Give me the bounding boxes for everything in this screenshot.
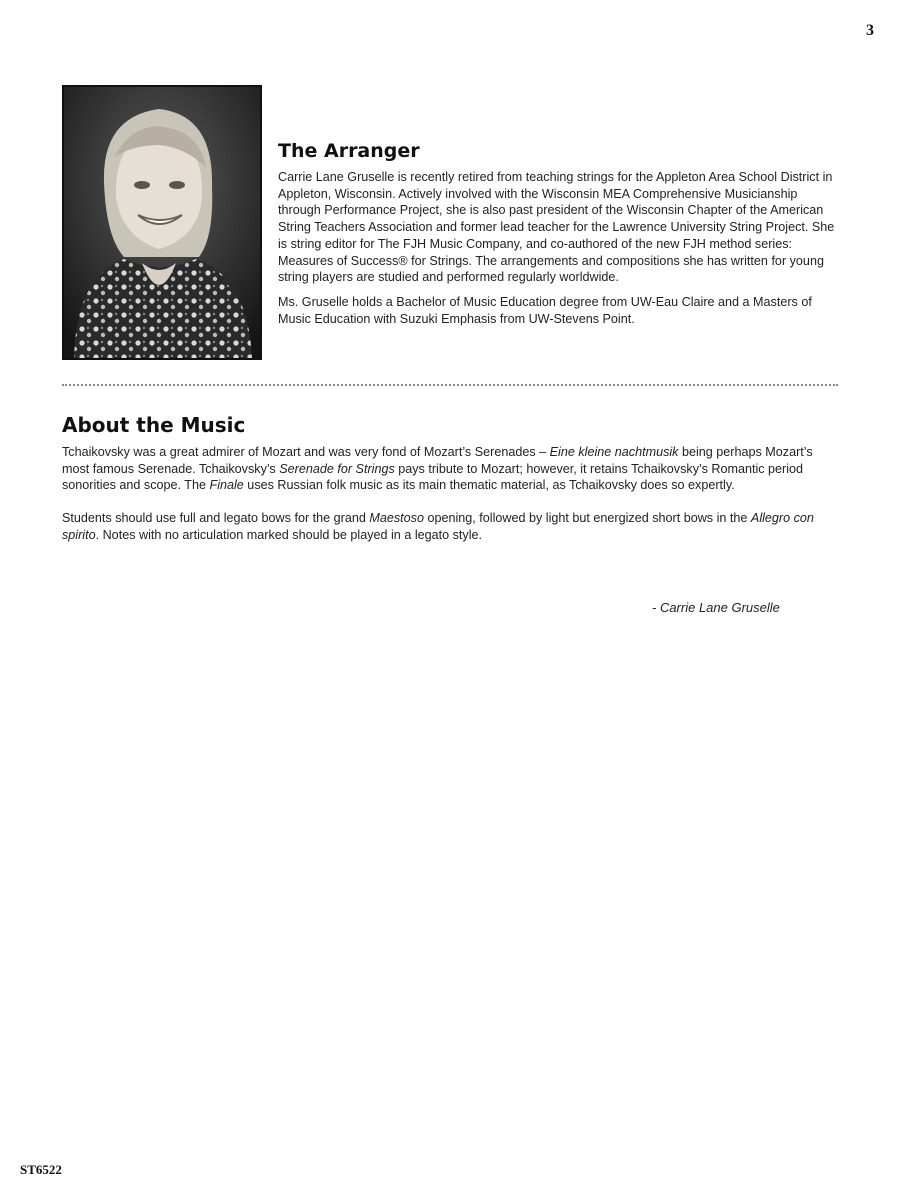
arranger-section: [278, 140, 843, 327]
dotted-divider: [62, 384, 838, 386]
about-music-paragraph-2: Students should use full and legato bows for the grand Maestoso opening, followed by light but energized short bows in the Allegro con spirito. Notes with no articulation marked should be played in a legato style.: [62, 511, 814, 542]
arranger-bio-paragraph: Carrie Lane Gruselle is recently retired from teaching strings for the Appleton Area School District in Appleton, Wisconsin. Actively involved with the Wisconsin MEA Comprehensive Musicianship through Performance Project, she is also past president of the Wisconsin Chapter of the American String Teachers Association and former lead teacher for the Lawrence University String Project. She is string editor for The FJH Music Company, and co-authored of the new FJH method series: Measures of Success® for Strings. The arrangements and compositions she has written for young string players are studied and performed regularly worldwide.: [278, 170, 835, 285]
page-number: 3: [866, 22, 874, 39]
arranger-heading: The Arranger: [278, 140, 420, 162]
signature: - Carrie Lane Gruselle: [652, 600, 780, 615]
catalog-code: ST6522: [20, 1162, 62, 1177]
about-music-section: [62, 413, 838, 544]
about-music-paragraph-1: Tchaikovsky was a great admirer of Mozart and was very fond of Mozart’s Serenades – Eine kleine nachtmusik being perhaps Mozart’s most famous Serenade. Tchaikovsky’s Serenade for Strings pays tribute to Mozart; however, it retains Tchaikovsky’s Romantic period sonorities and scope. The Finale uses Russian folk music as its main thematic material, as Tchaikovsky does so expertly.: [62, 445, 813, 493]
arranger-education-paragraph: Ms. Gruselle holds a Bachelor of Music Education degree from UW-Eau Claire and a Masters of Music Education with Suzuki Emphasis from UW-Stevens Point.: [278, 294, 812, 326]
arranger-photo: [62, 85, 262, 360]
about-music-heading: About the Music: [62, 413, 246, 437]
